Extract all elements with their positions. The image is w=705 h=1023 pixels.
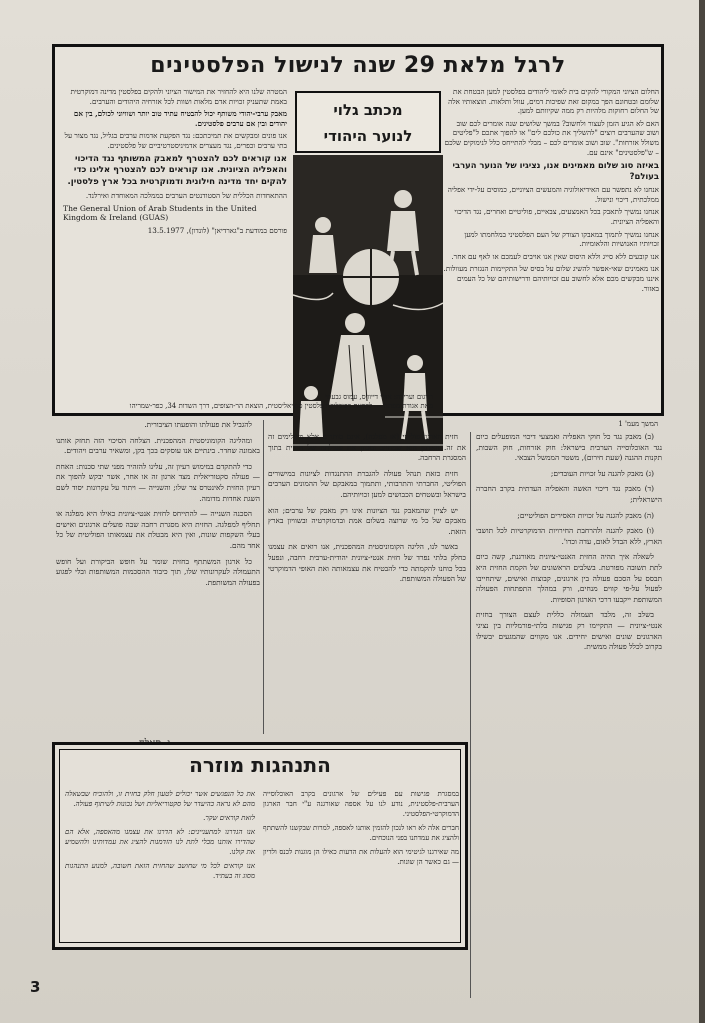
column-divider <box>470 432 471 998</box>
article-paragraph: (ב) מאבק נגד כל חוקי האפליה ואמצעי דיכוי המופעלים כיום נגד האוכלוסייה הערבית בישראל: חוק אזרחות, חוק השבות, תקנות ההגנה (שעת חירום), משטר הממשל הצבאי. <box>476 432 662 463</box>
feature-paragraph: ההתאחדות הכללית של הסטודנטים הערבים בממלכה המאוחדת ואירלנד. <box>85 191 287 201</box>
signature-en-line-1: The General Union of Arab Students in the United <box>63 203 257 213</box>
signature-english <box>63 204 287 223</box>
feature-paragraph: מאבק ערבי-יהודי משותף יכול להבטיח עתיד טוב יותר ושוויוני לכולם, בין אם יהודים ובין אם ערבים פלסטינים. <box>73 109 287 128</box>
feature-paragraph: המטרה שלנו היא להחזיר את המישור הציוני ולהקים בפלסטין מדינה דמוקרטית באמת שתעניק זכויות אדם מלאות ושוות לכל אזרחיה היהודים והערבים. <box>70 87 287 106</box>
feature-paragraph: החלום הציוני המקורי להקים בית לאומי ליהודים בפלסטין למען הבטחת את שלומם ובטחונם הפך במקום זאת שפיכות דמים, עוול ותלאות. תוצאותיו אלה של החלום רחוקות מלהיות רק ממה שקיוותם למען. <box>448 87 659 116</box>
article-paragraph: כדי להתקדם במימוש רעיון זה, עלינו להזהיר מפני שתי סכנות: האחת — פעולה סקטוריאלית מצד ארגון זה או אחר, אשר יבקש להפוך את רעיון החזית לאינטרס צר שלו; והשנייה — ויתור על עקרונות יסוד לשם השגת אחדות מדומה. <box>56 461 260 503</box>
article-column-middle <box>268 432 466 724</box>
box-paragraph: חברים אלה לא ראו לנכון להזמין אותנו לאספה, למרות שבקשנו להשתתף ולהציג את עמדתנו בפני הנוכחים. <box>263 824 459 842</box>
feature-subhead <box>295 91 441 153</box>
box-left-column <box>65 789 255 939</box>
box-paragraph: אנו הגדרנו למתעניינים: לא הדרנו את עצמנו מהאספה, אלא הם שהדירו אותנו מבלי לתת לנו הזדמנות להציג את עמדותינו ולהשמיע את קולנו. <box>65 828 255 856</box>
continuation-label: המשך מעמ' 1 <box>618 420 658 428</box>
article-column-left <box>56 420 260 736</box>
box-right-column <box>263 789 459 939</box>
article-paragraph: כל ארגון המשתתף בחזית שומר על חופש הביקורת ועל חופש התעמולה לעקרונותיו שלו, תוך כיבוד ההסכמות המשותפות ובלי לפגוע בפעולה המשותפת. <box>56 556 260 587</box>
feature-paragraph: אנו קוראים לכם להצטרף למאבק המשותף נגד הדיכוי והאפליה הציונית. אנו קוראים לכם להצטרף אלינו כדי להקים יחד מדינה חילונית ודמוקרטית בכל ארץ פלסטין. <box>67 153 287 187</box>
box-paragraph: אנו קוראים לכל מי שחושב שהחזית הזאת חשובה, למנוע התנהגות מסוג זה בעתיד. <box>65 862 255 880</box>
feature-paragraph: אנחנו נמשיך לתאבק בכל האמצעים, צבאיים, פוליטיים ואחרים, נגד הדיכוי והאפליה הציונית. <box>454 207 659 226</box>
feature-paragraph: האם לא הגיע הזמן לעצור ולחשוב? במשך שלושים שנה אומרים לכם שוב ושוב שהערבים רוצים "להשליך את כולכם לים" או להפוך אתכם ל"פליטים משולל אזרחות". שוב ושוב אומרים לכם – מבלי להתייחס כלל לנימוקים שלכם – ש"פלסטינים" אינם עם. <box>444 118 659 157</box>
article-paragraph: (ד) מאבק נגד דיכוי האשה והאפליה העדתית בקרב החברה הישראלית; <box>476 484 662 504</box>
box-paragraph: את כל הנפגשים אשר יכולים לטעון חלק בחזית זו, ולהוכיח שבשאלה מהם לא נראה כהיעדר של סקטוריאליות ושל נכונות לשיתוף פעולה. <box>65 790 255 808</box>
feature-paragraph: אנו פונים ומבקשים את תמיכתכם: נגד הפקעת אדמות ערבים בגליל, נגד מצור על בתי ערבים וכפרים, נגד מעצרים אדמיניסטרטיביים של פלסטינים. <box>64 131 287 150</box>
feature-left-column <box>63 87 287 392</box>
subhead-line-1: מכתב גלוי <box>333 101 403 119</box>
feature-paragraph: באיזה סוג שלום מאמינים אנו, נציגיו של הנוער הערבי בעולם? <box>452 160 659 182</box>
feature-paragraph: אנו קובעים ללא סייג וללא היסוס שאין אנו אויבים לעמכם או לאף עם אחר. <box>451 251 659 261</box>
article-paragraph: בשלב זה, מלבד תעמולה כללית לעצם הצורך בחזית אנטי-ציונית — התקיימו רק פגישות בלתי-פורמליות בין נציגי הארגונים שונים ואישים יחידים. אנו מקווים שהמגעים יבשילו בקרוב לכלל פעולה ממשית. <box>476 610 662 652</box>
feature-paragraph: אנחנו לא נתפשר עם האידיאולוגיה והמעשים הציוניים, כמוסים על-ידי אפליה ממלכתית, דיכוי ונישול. <box>447 185 659 204</box>
article-paragraph: יש לציין שהמאבק נגד הציונות אינו רק מאבק של ערבים; הוא מאבקם של כל מי שרוצה בשלום אמת ובדמוקרטיה ובשוויון בארץ הזאת. <box>268 505 466 536</box>
article-paragraph: לשאלה איך תהיה החזית האנטי-ציונית מאורגנת, קשה כיום לתת תשובה מפורטת. בשלבים הראשונים של הקמת החזית היא תבסס על הסכם פעולה בין ארגונים, קבוצות ואישים, שיתחייבו לפעול על-פי קווים מנחים, ורק במהלך התפתחות הפעולה המשותפת ייקבעו דרכי הארגון הסופיות. <box>476 552 662 604</box>
box-paragraph: לזאת קוראים שקר. <box>203 814 255 822</box>
credits <box>63 393 433 415</box>
article-paragraph: להגביל את פעולתו והופעתו הציבורית. <box>144 420 252 429</box>
box-title: התנהגות מוזרה <box>189 753 331 777</box>
page-edge-shadow <box>699 0 705 1023</box>
article-column-right <box>476 432 662 1000</box>
article-paragraph: חזית כזאת תנהל פעולה להגברת ההתנגדות לציונות במישורים הפוליטי, החברתי והתרבותי, ותתמוך במאבקם של ההמונים הערבים בישראל ובשטחים הכבושים למען זכויותיהם. <box>268 468 466 499</box>
column-divider <box>263 420 264 734</box>
credits-line-2: מאת אגודת מפתח — לקראת רפובליקת פלסטין סוציאליסטית, הוצאת הר-הצופים, דרך השדות 34, כפר-שמריהו <box>129 401 433 410</box>
subhead-line-2: לנוער היהודי <box>323 127 413 145</box>
feature-right-column <box>443 87 659 412</box>
strange-behavior-box <box>52 742 468 950</box>
article-paragraph: באשר לנו, הליגה הקומוניסטית המהפכנית, אנו רואים את עצמנו כחלק בלתי נפרד של חזית אנטי-ציונית יהודית-ערבית רחבה, ונפעל בכל כוחנו להקמתה כדי להבטיח את עצמאותה ואת האופי הדמוקרטי של הפעולה המשותפת. <box>268 542 466 584</box>
feature-paragraph: אנו מאמינים שאי-אפשר להשיג שלום על בסיס של התקיימות הנגזרת מעוולות. איננו מבקשים מכם אלא לחשוב עם זכויותיהם ודרישותיהם של כל העמים באזור. <box>443 264 659 293</box>
page-number: 3 <box>30 978 41 996</box>
article-paragraph: ומהליגה הקומוניסטית המהפכנית. הצלחה הסיכוי הזה תחזק אותנו באמונה שחדר. בינתיים אנו עוסקים בכך בקן, ומשאיר ערבים ויהודים. <box>56 435 260 456</box>
published-note: פורסם במודעת ב"גארדיאן" (לונדון), 13.5.1977 <box>147 225 287 235</box>
credits-line-1: תרגום ועריכה: אורי דייוויס, עמוס גבעתי <box>325 393 433 401</box>
signature-en-line-2: Kingdom & Ireland (GUAS) <box>63 213 169 223</box>
article-paragraph: הסכנה השנייה — להתייחס לחזית אנטי-ציונית כאילו היא מפלגה או תחליף למפלגה. החזית היא מסגרת רחבה שבה פועלים ארגונים ואישים בעלי השקפות שונות, ואין היא מבטלת את עצמאותו הפוליטית של כל אחד מהם. <box>56 509 260 550</box>
box-paragraph: מה שאירגנו לגיטימי הוא להעלות את הדעות כאילו הן מוגנות לכנס ולדיון — גם כאשר הן שונות. <box>263 848 459 866</box>
article-paragraph: (ה) מאבק להגנה על זכויות האסירים הפוליטיים; <box>517 510 654 520</box>
box-paragraph: במסגרת פגישות עם פעילים של ארגונים בקרב האוכלוסייה הערבית-פלסטינית, נודע לנו על אספה שאורגנה ע"י חבר הארגון הדמוקרטי-הפלסטיני. <box>263 790 459 818</box>
article-paragraph: חזית הארגון פוליטי (או מפלגה), אינם סותרים אלא משלימים זה את זה. הארגון הוא שמחייב ומכוון את פעולתה של החזית בתוך המסגרת הרחבה. <box>268 432 466 463</box>
feature-box <box>52 44 664 416</box>
article-paragraph: (ג) מאבק להגנה על זכויות העובדים; <box>550 468 654 478</box>
feature-title: לרגל מלאת 29 שנה לנישול הפלסטינים <box>150 53 566 78</box>
feature-paragraph: אנחנו נמשיך לתמוך במאבקו הצודק של העם הפלסטיני במלחמתו למען זכויותיו האנושיות והלאומיות. <box>464 229 659 249</box>
article-paragraph: (ו) מאבק להגנה ולהרחבת החירויות הדמוקרטיות לכל תושבי הארץ, ללא הבדל לאום, עדה וכדו'. <box>476 526 662 546</box>
